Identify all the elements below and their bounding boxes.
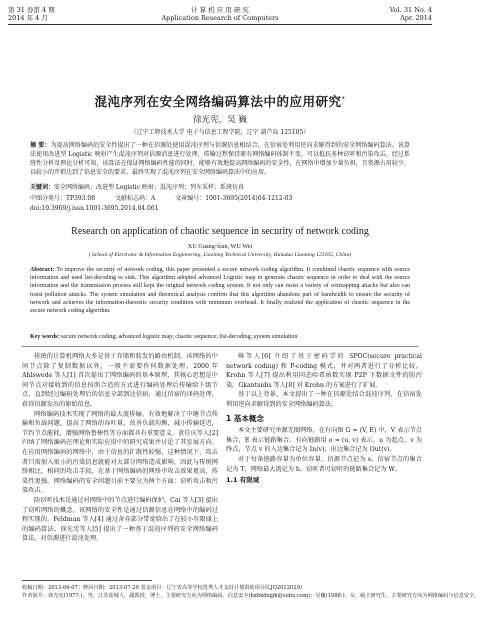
body-paragraph: 峰等人[6] 介绍了基于密码学的 SPOC(secure practical network coding) 和 P-coding 模式，并对两者进行了分析比较。Krohn 等人[7] 提出利用同态哈希函数实现 P2P 下数据文件的防污染。Gkantsidis 等人[8] 对 Krohn 的方案进行了扩展。	[226, 353, 422, 389]
header-journal-cn: 计 算 机 应 用 研 究	[191, 6, 249, 14]
header-divider	[8, 24, 432, 25]
body-paragraph: 本文主要研究单源无圈网络，在有向图 G = (V, E) 中，V 表示节点集合，E 表示链路集合。有向链路用 e = (u, v) 表示，u 为起点，v 为终点，节点 v 的入边集合记为 In(v)，出边集合记为 Out(v)。	[226, 427, 422, 454]
footnote-funding: 收稿日期：2013-06-07；修回日期：2013-07-29 基金项目：辽宁省高等学校优秀人才支持计划资助项目(LJQ2012029)	[22, 585, 302, 591]
footnote-divider	[22, 580, 152, 581]
paper-title-en: Research on application of chaotic sequence in security of network coding	[71, 226, 369, 237]
abstract-cn	[30, 141, 410, 177]
body-paragraph: 基于以上背景，本文提出了一种在信源处结合混沌序列，在信宿处利用逆向求解得到的安全网络编码算法。	[226, 391, 422, 408]
header-volume-number-en: Vol. 31 No. 4	[389, 6, 432, 14]
keywords-cn-label: 关键词：	[30, 184, 55, 191]
header-volume-cn: 第 31 卷第 4 期	[8, 6, 55, 14]
abstract-cn-text: 为提高网络编码的安全性提出了一种在信源处使用混沌序列与信源信息相结合，在信宿处利用逆向求解得到的安全网络编码算法。该算法使用改进型 Logistic 映射产生混沌序列对信源消息进行处理，传输过程保持原有网络编码体制不变，可以抵抗多种窃听和污染攻击。经过系统性分析及理论分析可知，该算法在保证网络编码性能的同时，能够有效地提高网络编码的安全性，在网络中增加少量负担，且资源占用较少，以较小的开销达到了信息安全的要求。最终实现了混沌序列在安全网络编码算法中的应用。	[30, 142, 410, 176]
body-paragraph: 防窃听技术是通过对网络中的节点进行编码保护。Cai 等人[3] 提出了窃听网络的概念，该网络的安全性是通过信源信息在网络中的编码过程实现的。Feldman 等人[4] 通过舍弃部分带宽给出了在较小有限域上的编码算法。徐光宪等人[5] 提出了一种基于混沌序列的安全网络编码算法，对信源进行混沌处理。	[22, 496, 218, 543]
header-date-en: Apr. 2014	[400, 14, 432, 22]
abstract-divider	[22, 346, 418, 347]
abstract-cn-label: 摘 要：	[30, 142, 51, 149]
article-number: 文章编号：1001-3695(2014)04-1212-03	[175, 195, 293, 202]
paper-title	[0, 92, 440, 110]
abstract-en-text: To improve the security of network coding, this paper presented a secure network coding algorithm. It combined chaotic sequence with source information and used list-decoding to sink. This algorithm adopted advanced Logistic map to generate chaotic sequence in order to deal with the source information and the transmission process still kept the original network coding system. It not only can resist a variety of wiretapping attacks but also can resist pollution attacks. The system simulation and theoretical analysis confirm that this algorithm abandons part of bandwidth to ensure the security of network and achieves the information-theoretic security condition with minimum overhead. It finally realized the application of chaotic sequence in the secure network coding algorithm.	[30, 267, 410, 315]
paper-title-text: 混沌序列在安全网络编码算法中的应用研究	[94, 94, 342, 109]
keywords-en-text: secure network coding; advanced logistic map; chaotic sequence; list-decoding; system simulation	[61, 334, 298, 340]
keywords-cn	[30, 184, 410, 192]
abstract-en-label: Abstract:	[30, 267, 55, 273]
authors-en: XU Guang-xian, WU Wei	[187, 243, 253, 250]
keywords-en-label: Key words:	[30, 334, 60, 340]
section-heading: 1 基本概念	[226, 413, 264, 423]
clc-number: 中图分类号：TP393.08	[30, 195, 96, 202]
header-journal	[8, 6, 432, 22]
body-column-right	[226, 352, 422, 487]
header-date-cn: 2014 年 4 月	[8, 14, 48, 22]
document-code: 文献标志码：A	[114, 195, 156, 202]
footnotes	[22, 584, 480, 600]
authors: 徐光宪，吴 巍	[193, 115, 247, 125]
subsection-heading: 1.1 有限域	[226, 476, 260, 485]
header-volume-en	[390, 6, 432, 22]
body-paragraph: 网络编码技术实现了网络的最大流传输，有效地解决了中继节点传输和负载问题，提高了网络的吞吐量，改善负载均衡，减小传输延迟，节约节点能耗，增强网络鲁棒性等方面都具有重要意义。黄佳庆等人[2] 归纳了网络编码在理论和实际应用中的研究成果并讨论了其发展方向。在应用网络编码的网络中，由于信息的扩散性较强，这种情况下，攻击者只需加入很小的污染信息就能对大部分网络造成影响，因此与传统网络相比，相同的攻击手段，在基于网络编码的网络中攻击效果更高，传染性更强。网络编码的安全问题目前主要分为两个方面：窃听攻击和污染攻击。	[22, 410, 218, 495]
classification-meta	[30, 195, 410, 203]
affiliation: （辽宁工程技术大学 电子与信息工程学院，辽宁 葫芦岛 125105）	[130, 129, 310, 136]
body-column-left	[22, 352, 218, 544]
affiliation-en: ( School of Electronic & Information Engineering, Liaoning Technical University, Huludao Liaoning 125105, China)	[88, 252, 352, 258]
body-paragraph: 传统的计算机网络大多是基于存储和转发的路由机制，该网络的中间节点除了复制数据以外，一般不需要作何数据处理。2000 年 Ahlswede 等人[1] 首次提出了网络编码的基本原理，其核心思想是中间节点对接收到的信息按照合适的方式进行编码处理后传输给下级节点，直到经过编码处理后的信息全部到达信宿，通过信宿的译码处理，获得信源发出的原始信息。	[22, 353, 218, 408]
doi: doi:10.3969/j.issn.1001-3695.2014.04.061	[30, 205, 159, 212]
abstract-en	[30, 266, 410, 315]
keywords-cn-text: 安全网络编码；改进型 Logistic 映射；混沌序列；列车采样；系统仿真	[54, 184, 244, 191]
body-paragraph: 对于每条链路容量为单位容量，信源节点记为 s，信宿节点的集合记为 T，网络最大流记为 h，窃听者可窃听的链路集合记为 W。	[226, 455, 422, 473]
header-journal-en: Application Research of Computers	[161, 14, 279, 22]
footnote-authors: 作者简介：徐光宪(1977-)，男，江苏盐城人，副教授，博士，主要研究方向为网络编码、信息安全(hxbkdxgjh@sohu.com)；吴巍(1988-)，女，硕士研究生，主要研究方向为网络编码与信息安全。	[22, 593, 480, 599]
keywords-en	[30, 333, 410, 341]
title-footnote-mark: *	[341, 94, 346, 103]
